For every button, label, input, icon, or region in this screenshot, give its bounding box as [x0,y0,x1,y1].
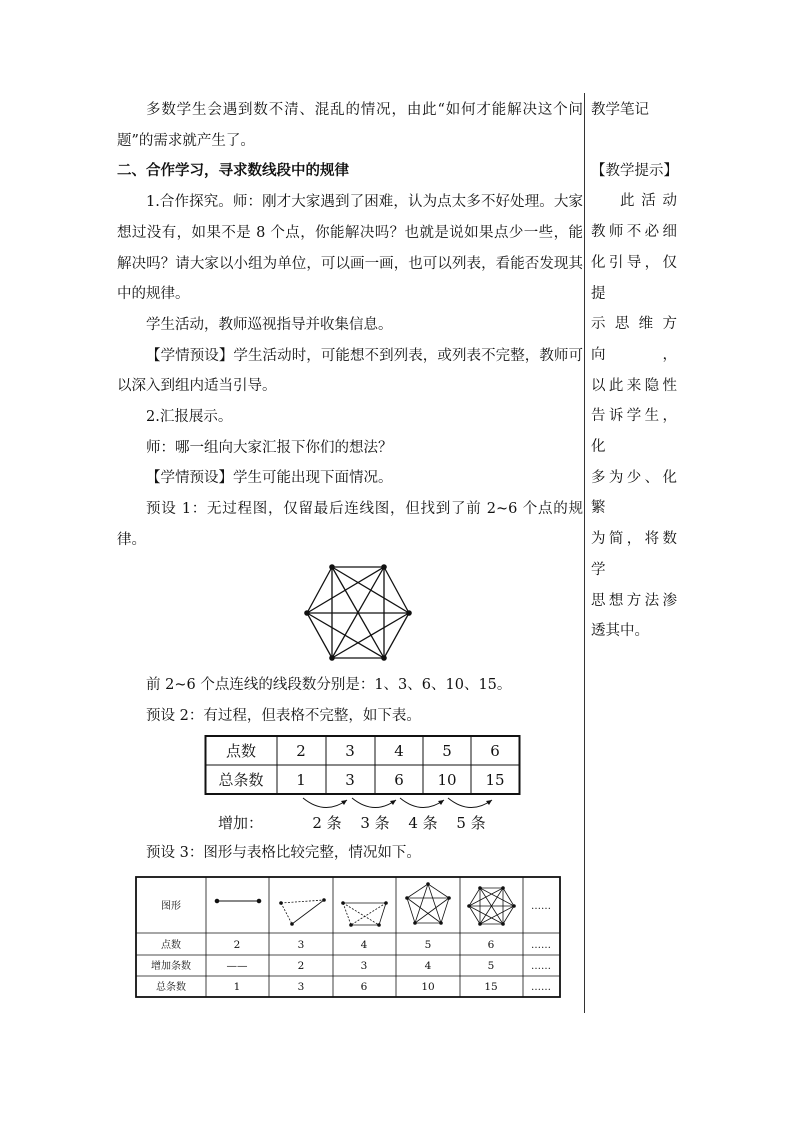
totals-cell: 3 [297,981,305,993]
hint-title: 【教学提示】 [591,162,678,179]
hint-line: 为简，将数学 [591,531,677,578]
hint-line: 思想方法渗 [591,592,677,609]
hint-line: 示思维方向， [591,316,677,363]
paragraph: 【学情预设】学生可能出现下面情况。 [146,470,393,487]
totals-cell: 6 [360,981,368,993]
total-cell: 1 [296,771,306,789]
hint-line: 此活动 [620,193,677,210]
ellipsis: …… [531,961,551,972]
increase-label: 增加： [218,814,264,832]
preset-3-text: 预设 3：图形与表格比较完整，情况如下。 [146,845,421,861]
points-cell: 2 [296,742,306,760]
points-row-label: 点数 [225,742,257,760]
totals-cell: 10 [421,981,435,993]
increase-row-label: 增加条数 [151,961,191,972]
main-column [117,95,583,556]
hint-line: 多为少、化繁 [591,469,677,517]
points-cell: 4 [360,939,368,951]
increases-cell: 4 [424,960,432,972]
increases-cell: 3 [360,960,368,972]
hint-line: 以此来隐性 [591,377,677,394]
increases-cell: 5 [487,960,495,972]
increase-value: 5 条 [456,814,486,832]
increases-cell: —— [226,960,248,972]
hint-line: 教师不必细 [591,224,677,241]
hexagon-shape-icon [467,886,516,926]
hexagon-complete-graph-figure [300,563,415,663]
total-cell: 3 [345,771,355,789]
paragraph: 学生活动，教师巡视指导并收集信息。 [146,316,393,333]
paragraph: 1.合作探究。师：刚才大家遇到了困难，认为点太多不好处理。大家想过没有，如果不是 8 个点，你能解决吗？也就是说如果点少一些，能解决吗？请大家以小组为单位，可以画一画，也可以列表，看能否发现其中的规律。 [117,194,583,303]
ellipsis: …… [531,901,551,912]
points-cell: 3 [297,939,305,951]
paragraph: 【学情预设】学生活动时，可能想不到列表，或列表不完整，教师可以深入到组内适当引导。 [117,347,583,395]
ellipsis: …… [531,982,551,993]
hint-line: 透其中。 [591,623,649,640]
increase-value: 2 条 [312,814,342,832]
points-cell: 5 [442,742,452,760]
increases-cell: 2 [297,960,305,972]
increase-value: 3 条 [360,814,390,832]
quadrilateral-shape-icon [341,901,388,927]
points-cell: 5 [424,939,432,951]
complete-table [135,876,563,1000]
paragraph: 预设 1：无过程图，仅留最后连线图，但找到了前 2~6 个点的规律。 [117,501,583,548]
hint-line: 告诉学生，化 [591,408,677,456]
pentagon-shape-icon [405,882,451,925]
totals-cell: 1 [233,981,241,993]
ellipsis: …… [531,940,551,951]
figure-caption: 前 2~6 个点连线的线段数分别是：1、3、6、10、15。 [146,677,512,693]
total-cell: 10 [437,771,457,789]
notes-title: 教学笔记 [591,102,649,118]
shape-row-label: 图形 [161,901,181,912]
paragraph: 师：哪一组向大家汇报下你们的想法？ [146,439,393,456]
simple-count-table [200,732,530,837]
points-cell: 6 [487,939,495,951]
total-cell: 15 [485,771,505,789]
two-point-segment-icon [215,899,261,903]
triangle-shape-icon [279,898,326,926]
points-cell: 2 [233,939,241,951]
section-heading: 二、合作学习，寻求数线段中的规律 [117,163,349,180]
paragraph: 多数学生会遇到数不清、混乱的情况，由此“如何才能解决这个问题”的需求就产生了。 [117,102,583,149]
paragraph: 2.汇报展示。 [146,409,233,426]
total-row-label: 总条数 [218,771,264,789]
points-row-label: 点数 [161,940,181,951]
totals-cell: 15 [484,981,498,993]
increase-value: 4 条 [408,814,438,832]
column-divider [584,93,585,1013]
hint-line: 化引导，仅提 [591,254,677,302]
points-cell: 4 [394,742,404,760]
points-cell: 3 [345,742,355,760]
preset-2-text: 预设 2：有过程，但表格不完整，如下表。 [146,707,421,724]
side-notes-column [591,95,677,647]
points-cell: 6 [490,742,500,760]
total-cell: 6 [394,771,404,789]
total-row-label: 总条数 [156,982,186,993]
